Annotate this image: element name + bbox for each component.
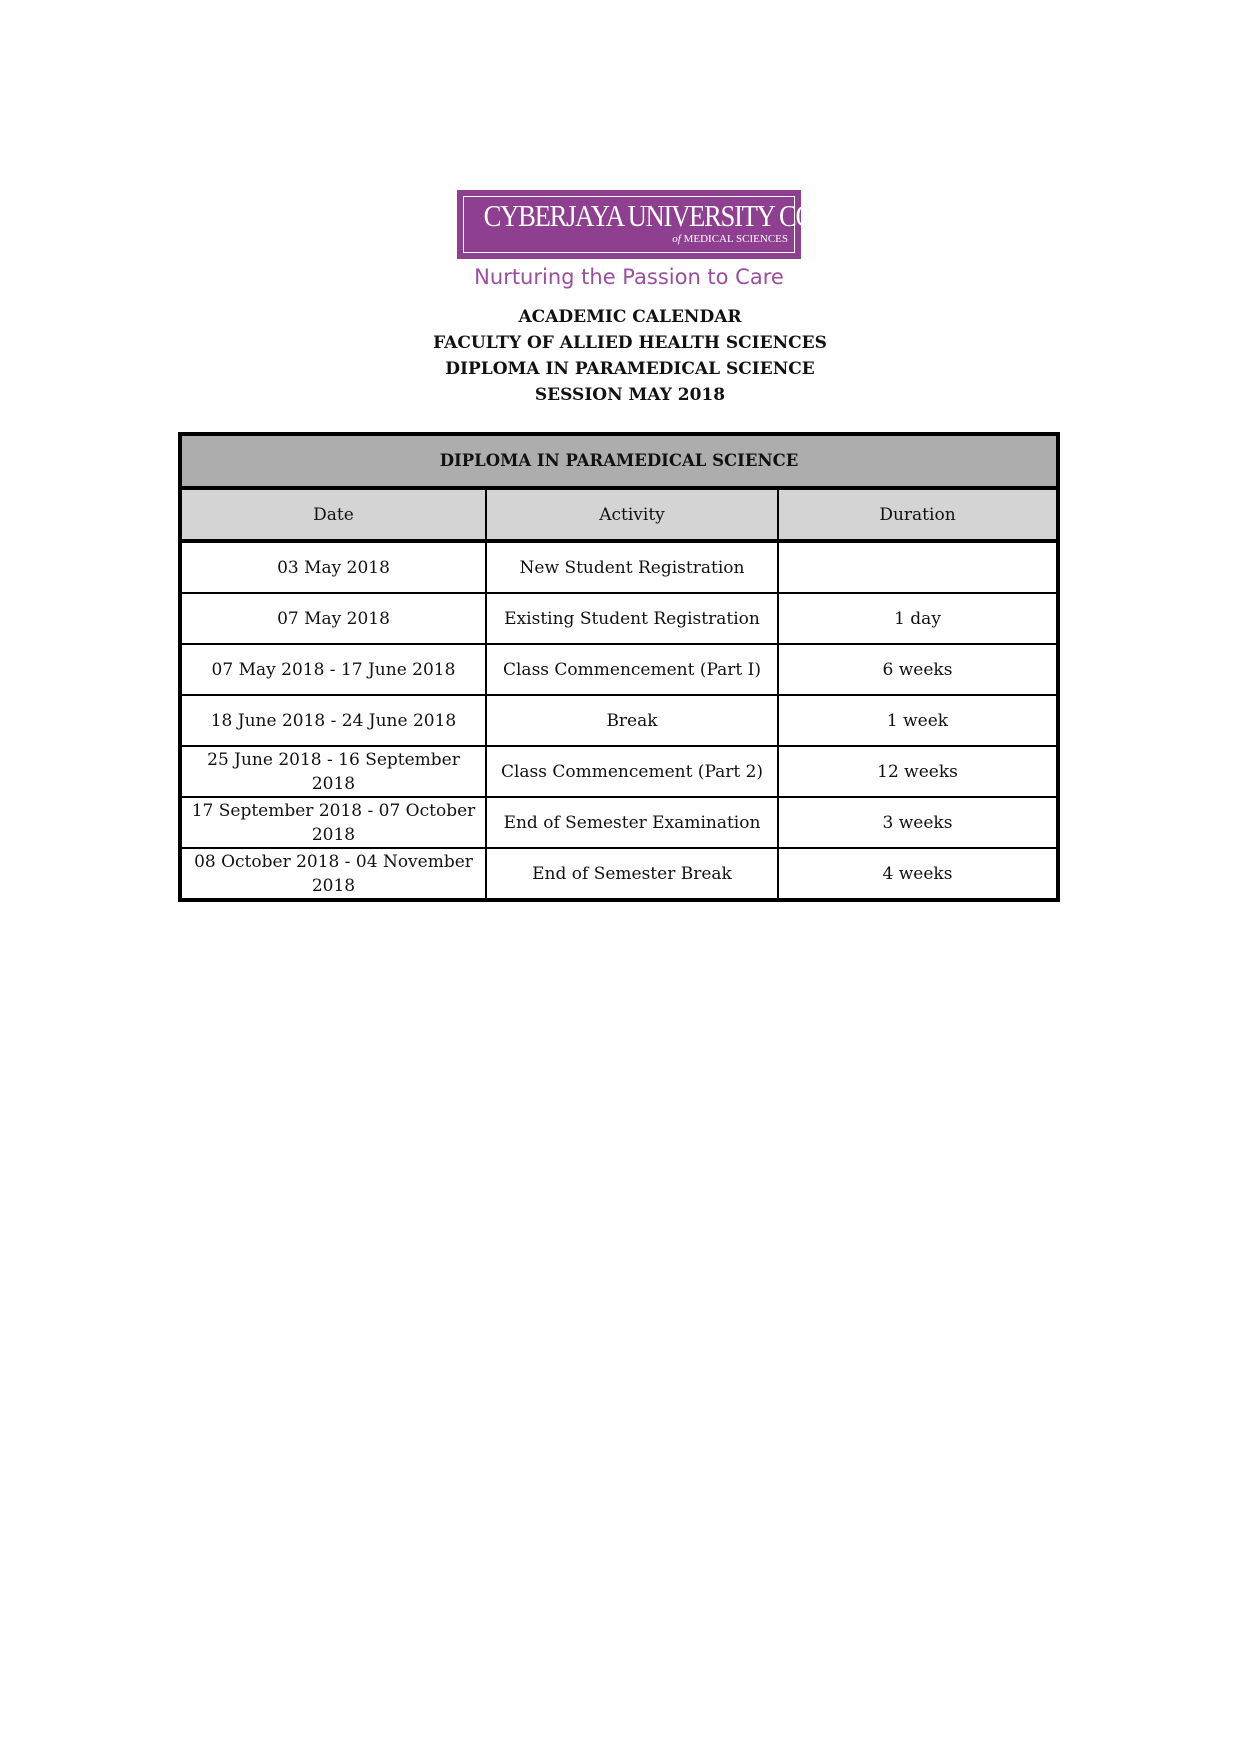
column-header-activity: Activity (486, 488, 778, 541)
cell-date: 07 May 2018 - 17 June 2018 (180, 644, 486, 695)
cell-duration: 1 day (778, 593, 1058, 644)
table-row (180, 797, 1058, 848)
table-row (180, 746, 1058, 797)
cell-date: 18 June 2018 - 24 June 2018 (180, 695, 486, 746)
cell-activity: Class Commencement (Part I) (486, 644, 778, 695)
cell-date: 08 October 2018 - 04 November 2018 (180, 848, 486, 900)
logo-sub-of: of (672, 233, 681, 245)
table-row (180, 541, 1058, 593)
cell-activity: New Student Registration (486, 541, 778, 593)
cell-activity: Existing Student Registration (486, 593, 778, 644)
cell-duration (778, 541, 1058, 593)
cell-date: 07 May 2018 (180, 593, 486, 644)
table-row (180, 644, 1058, 695)
cell-duration: 1 week (778, 695, 1058, 746)
cell-date: 25 June 2018 - 16 September 2018 (180, 746, 486, 797)
heading-line-4: SESSION MAY 2018 (534, 385, 726, 405)
logo-main-text: CYBERJAYA UNIVERSITY COLLEGE (483, 198, 892, 233)
table-header-row (180, 488, 1058, 541)
tagline: Nurturing the Passion to Care (474, 265, 784, 289)
table-row (180, 695, 1058, 746)
cell-duration: 4 weeks (778, 848, 1058, 900)
heading-line-2: FACULTY OF ALLIED HEALTH SCIENCES (433, 333, 827, 353)
cell-activity: End of Semester Examination (486, 797, 778, 848)
university-logo (457, 190, 892, 259)
table-title: DIPLOMA IN PARAMEDICAL SCIENCE (180, 434, 1058, 488)
cell-activity: Break (486, 695, 778, 746)
cell-activity: Class Commencement (Part 2) (486, 746, 778, 797)
logo-sub-text (672, 233, 788, 245)
cell-date: 17 September 2018 - 07 October 2018 (180, 797, 486, 848)
cell-duration: 12 weeks (778, 746, 1058, 797)
document-heading (380, 304, 880, 408)
table-title-row (180, 434, 1058, 488)
academic-calendar-table (178, 432, 1060, 902)
column-header-date: Date (180, 488, 486, 541)
cell-duration: 6 weeks (778, 644, 1058, 695)
logo-sub-name: MEDICAL SCIENCES (683, 233, 788, 245)
table-row (180, 593, 1058, 644)
cell-activity: End of Semester Break (486, 848, 778, 900)
table-row (180, 848, 1058, 900)
cell-duration: 3 weeks (778, 797, 1058, 848)
cell-date: 03 May 2018 (180, 541, 486, 593)
column-header-duration: Duration (778, 488, 1058, 541)
heading-line-3: DIPLOMA IN PARAMEDICAL SCIENCE (445, 359, 815, 379)
heading-line-1: ACADEMIC CALENDAR (518, 307, 742, 327)
